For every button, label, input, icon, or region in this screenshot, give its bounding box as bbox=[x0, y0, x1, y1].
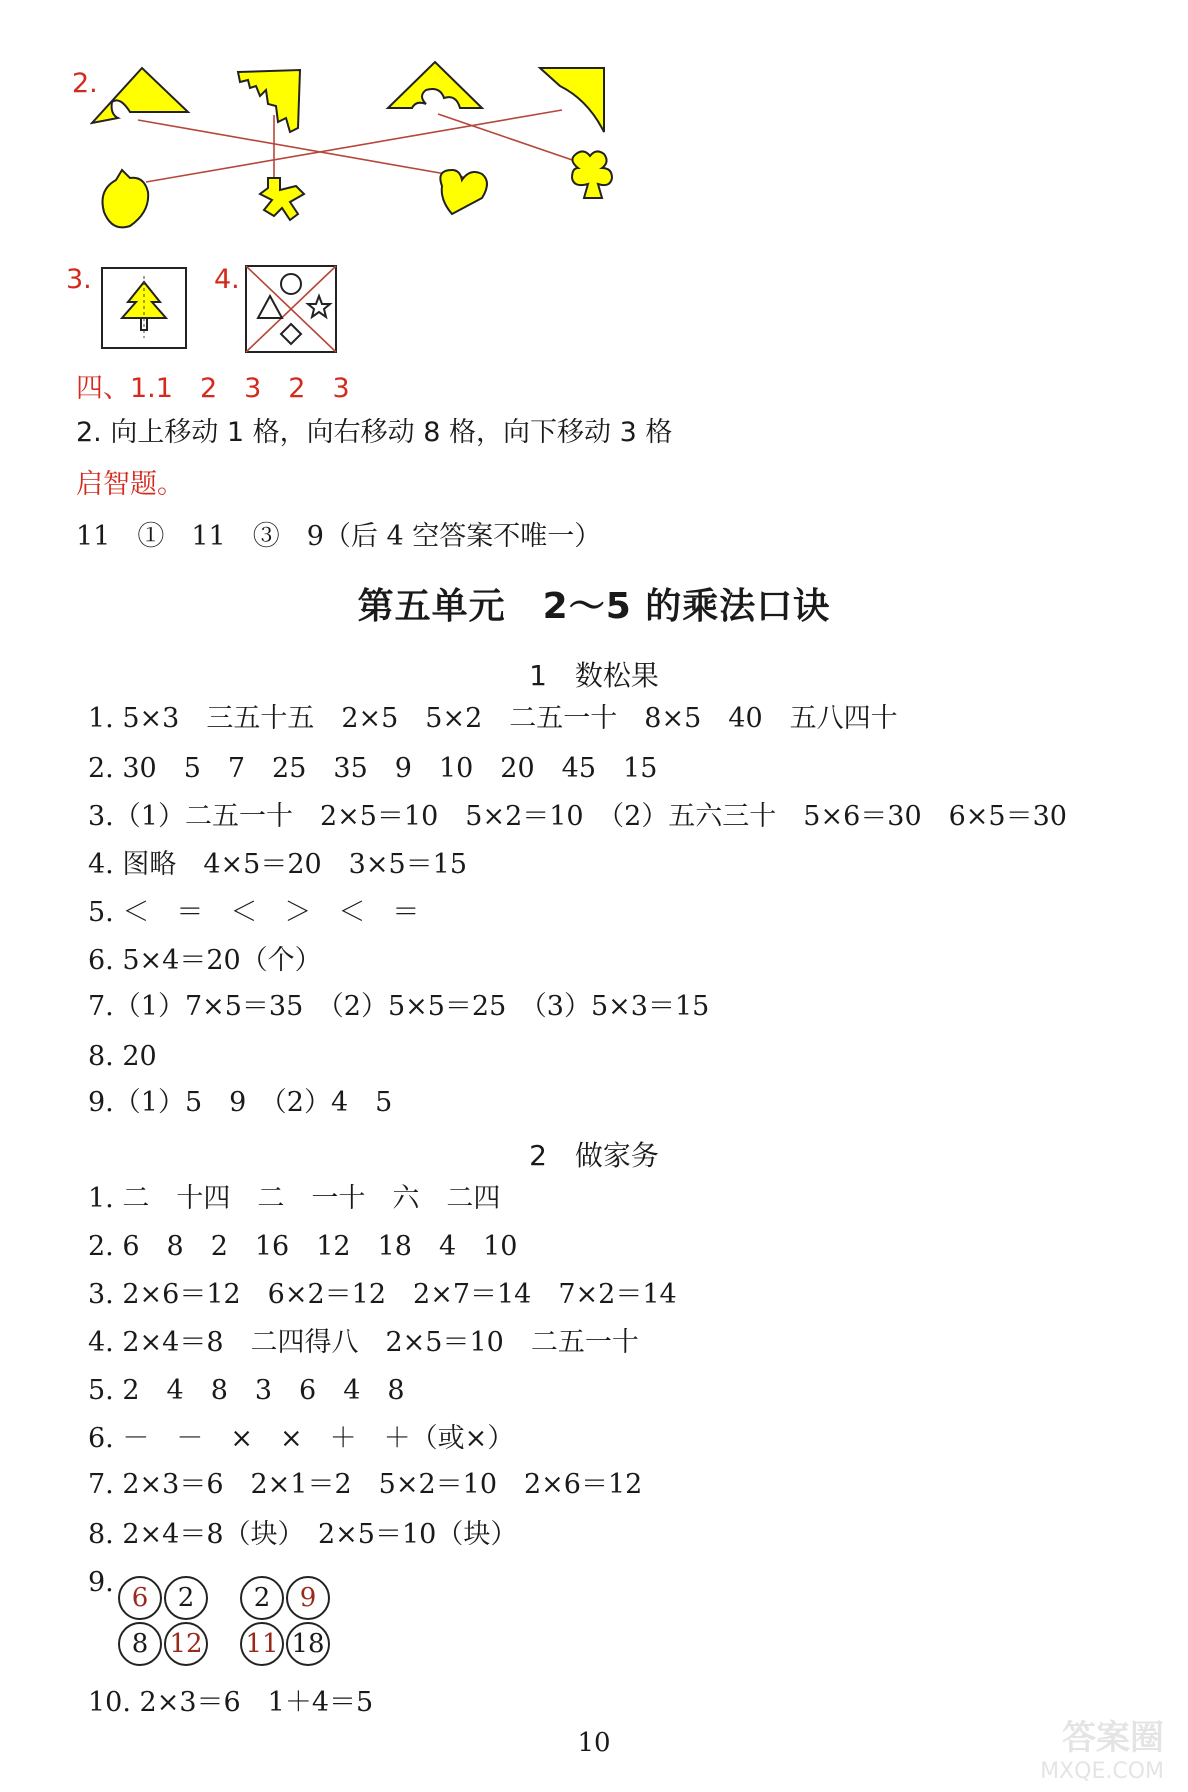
club-shape bbox=[572, 151, 612, 198]
s1-item-6: 6. 5×4＝20（个） bbox=[88, 945, 322, 976]
watermark-logo bbox=[1004, 1710, 1164, 1782]
answer-line-4-2: 2. 向上移动 1 格，向右移动 8 格，向下移动 3 格 bbox=[76, 417, 673, 448]
s1-item-5: 5. ＜ ＝ ＜ ＞ ＜ ＝ bbox=[88, 897, 420, 928]
connector-line bbox=[438, 114, 584, 164]
page-number: 10 bbox=[577, 1728, 611, 1758]
s2-q9-label: 9. bbox=[88, 1567, 114, 1598]
s2-item-2: 2. 6 8 2 16 12 18 4 10 bbox=[88, 1231, 518, 1262]
circle-number: 2 bbox=[240, 1576, 284, 1620]
q2-label: 2. bbox=[72, 68, 98, 99]
circle-number: 6 bbox=[118, 1576, 162, 1620]
s2-item-3: 3. 2×6＝12 6×2＝12 2×7＝14 7×2＝14 bbox=[88, 1279, 677, 1310]
s2-item-7: 7. 2×3＝6 2×1＝2 5×2＝10 2×6＝12 bbox=[88, 1469, 643, 1500]
tree-symmetry-figure bbox=[100, 266, 190, 352]
puzzle-shape-1 bbox=[92, 68, 188, 123]
connector-line bbox=[138, 120, 480, 180]
circle-number: 11 bbox=[240, 1622, 284, 1666]
circle-number: 9 bbox=[286, 1576, 330, 1620]
s2-item-8: 8. 2×4＝8（块） 2×5＝10（块） bbox=[88, 1519, 518, 1550]
puzzle-shape-3 bbox=[388, 62, 482, 108]
circle-number: 12 bbox=[164, 1622, 208, 1666]
q3-label: 3. bbox=[66, 264, 92, 295]
watermark-url: MXQE.COM bbox=[1040, 1759, 1164, 1784]
s2-item-4: 4. 2×4＝8 二四得八 2×5＝10 二五一十 bbox=[88, 1327, 639, 1358]
unit-title: 第五单元 2～5 的乘法口诀 bbox=[357, 586, 831, 627]
s1-item-7: 7.（1）7×5＝35 （2）5×5＝25 （3）5×3＝15 bbox=[88, 991, 710, 1022]
section-1-heading: 1 数松果 bbox=[529, 659, 659, 692]
shapes-square-figure bbox=[244, 264, 340, 356]
matching-figure bbox=[90, 60, 710, 250]
q4-label: 4. bbox=[214, 264, 240, 295]
circle-number: 2 bbox=[164, 1576, 208, 1620]
s1-item-4: 4. 图略 4×5＝20 3×5＝15 bbox=[88, 849, 468, 880]
section-2-heading: 2 做家务 bbox=[529, 1139, 659, 1172]
s1-item-9: 9.（1）5 9 （2）4 5 bbox=[88, 1087, 393, 1118]
brain-teaser-label: 启智题。 bbox=[76, 469, 184, 500]
connector-line bbox=[146, 110, 562, 182]
puzzle-shape-2 bbox=[238, 70, 300, 132]
answer-line-4-1: 四、1.1 2 3 2 3 bbox=[76, 373, 350, 404]
leaf-shape bbox=[103, 170, 149, 227]
spade-shape bbox=[440, 170, 487, 214]
circle-number: 8 bbox=[118, 1622, 162, 1666]
s1-item-1: 1. 5×3 三五十五 2×5 5×2 二五一十 8×5 40 五八四十 bbox=[88, 703, 898, 734]
bird-shape bbox=[260, 178, 304, 220]
s2-item-1: 1. 二 十四 二 一十 六 二四 bbox=[88, 1183, 501, 1214]
s1-item-2: 2. 30 5 7 25 35 9 10 20 45 15 bbox=[88, 753, 658, 784]
circle-number: 18 bbox=[286, 1622, 330, 1666]
puzzle-shape-4 bbox=[540, 68, 604, 132]
watermark-text: 答案圈 bbox=[1062, 1718, 1164, 1758]
brain-teaser-answers: 11 ① 11 ③ 9（后 4 空答案不唯一） bbox=[76, 521, 602, 552]
s2-item-5: 5. 2 4 8 3 6 4 8 bbox=[88, 1375, 405, 1406]
s2-item-6: 6. － － × × ＋ ＋（或×） bbox=[88, 1423, 515, 1454]
s1-item-8: 8. 20 bbox=[88, 1041, 157, 1072]
s2-item-10: 10. 2×3＝6 1＋4＝5 bbox=[88, 1687, 374, 1718]
s1-item-3: 3.（1）二五一十 2×5＝10 5×2＝10 （2）五六三十 5×6＝30 6×5＝30 bbox=[88, 801, 1067, 832]
